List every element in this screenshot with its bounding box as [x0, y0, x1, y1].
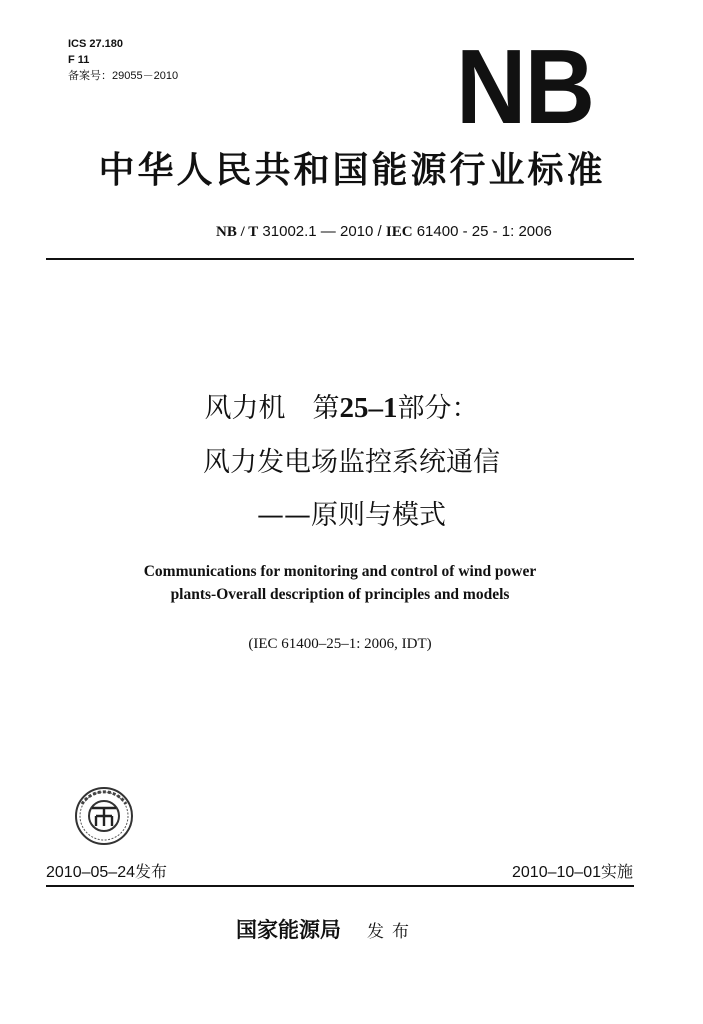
- iec-equivalence-reference: (IEC 61400–25–1: 2006, IDT): [248, 636, 432, 652]
- english-title-line-2: plants-Overall description of principles and models: [170, 586, 510, 603]
- issue-date: 2010–05–24发布: [46, 864, 167, 881]
- classification-code: F 11: [68, 54, 90, 66]
- implementation-date: 2010–10–01实施: [512, 864, 633, 881]
- official-seal-icon: [74, 786, 134, 846]
- chinese-title-line-2: 风力发电场监控系统通信: [203, 447, 500, 478]
- chinese-title-part-b: 部分：: [397, 393, 479, 424]
- ics-code: ICS 27.180: [68, 38, 124, 50]
- top-divider: [46, 258, 634, 260]
- nb-number: 31002.1 — 2010 /: [258, 223, 386, 240]
- chinese-title-part-number: 25–1: [339, 392, 398, 424]
- iec-number: 61400 - 25 - 1: 2006: [412, 223, 552, 240]
- record-number: 备案号：29055－2010: [68, 70, 179, 82]
- standard-code: [216, 222, 552, 242]
- publisher: [236, 915, 417, 947]
- english-title-line-1: Communications for monitoring and control of wind power: [143, 563, 537, 580]
- bottom-divider: [46, 885, 634, 887]
- standard-category-title: 中华人民共和国能源行业标准: [98, 149, 606, 191]
- iec-prefix: IEC: [385, 224, 413, 240]
- nb-prefix: NB / T: [216, 224, 259, 240]
- document-metadata: [68, 36, 178, 84]
- chinese-title-part-a: 风力机 第: [204, 393, 340, 424]
- nb-logo: NB: [456, 28, 594, 146]
- publish-action: 发布: [367, 922, 417, 942]
- chinese-title-line-3: ——原则与模式: [257, 500, 446, 531]
- publisher-name: 国家能源局: [236, 917, 341, 942]
- chinese-title-line-1: [0, 388, 693, 429]
